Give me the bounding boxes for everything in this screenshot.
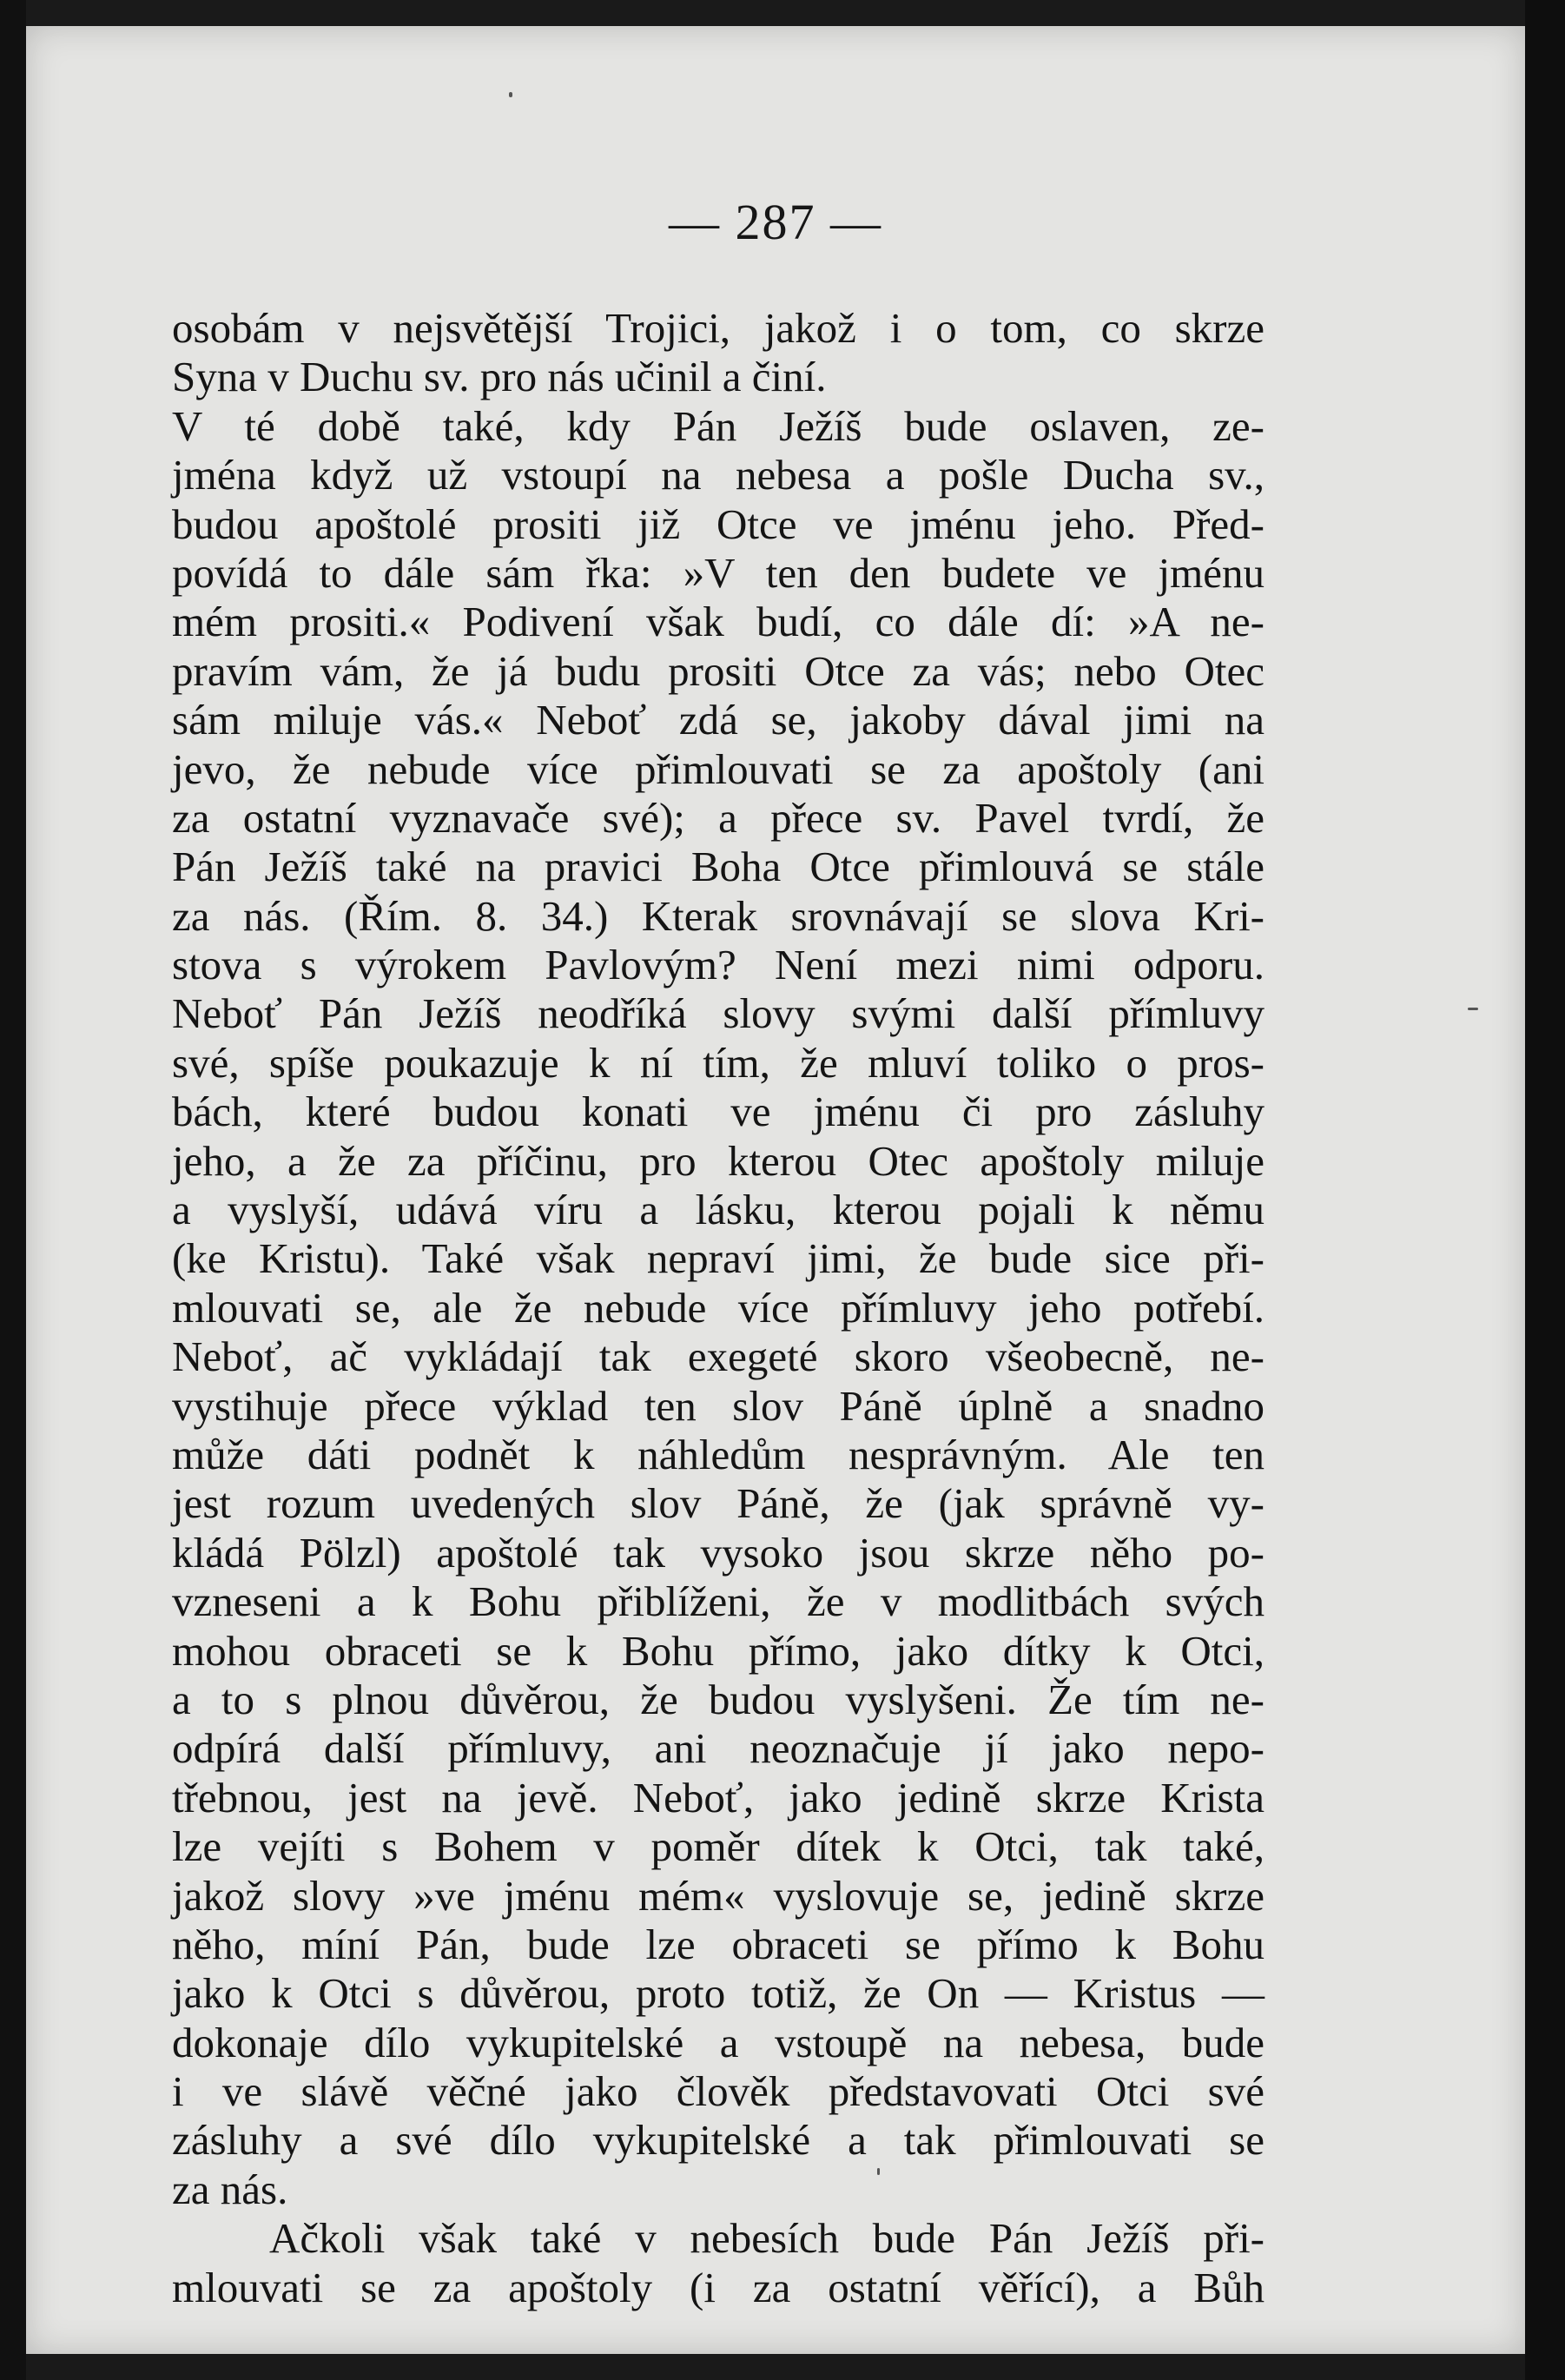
- text-line: lze vejíti s Bohem v poměr dítek k Otci, tak také,: [172, 1822, 1265, 1871]
- text-line: může dáti podnět k náhledům nesprávným. Ale ten: [172, 1430, 1265, 1478]
- text-line: dokonaje dílo vykupitelské a vstoupě na nebesa, bude: [172, 2018, 1265, 2066]
- text-line: Neboť Pán Ježíš neodříká slovy svými další přímluvy: [172, 989, 1265, 1038]
- book-page: [26, 26, 1525, 2354]
- text-line: vystihuje přece výklad ten slov Páně úplně a snadno: [172, 1381, 1265, 1430]
- text-line: pravím vám, že já budu prositi Otce za vás; nebo Otec: [172, 646, 1265, 695]
- dust-speck: [509, 92, 512, 97]
- scan-left-border: [0, 0, 26, 2380]
- text-line: třebnou, jest na jevě. Neboť, jako jedině skrze Krista: [172, 1773, 1265, 1821]
- text-line: Neboť, ač vykládají tak exegeté skoro všeobecně, ne-: [172, 1332, 1265, 1381]
- text-line: V té době také, kdy Pán Ježíš bude oslaven, ze-: [172, 401, 1265, 450]
- text-line: a vyslyší, udává víru a lásku, kterou pojali k němu: [172, 1186, 1265, 1234]
- body-text: [172, 304, 1265, 2312]
- text-line: mohou obraceti se k Bohu přímo, jako dítky k Otci,: [172, 1626, 1265, 1675]
- text-line: Ačkoli však také v nebesích bude Pán Ježíš při-: [269, 2214, 1265, 2263]
- text-line: odpírá další přímluvy, ani neoznačuje jí jako nepo-: [172, 1724, 1265, 1773]
- text-line: budou apoštolé prositi již Otce ve jménu jeho. Před-: [172, 499, 1265, 548]
- text-line: i ve slávě věčné jako člověk představovati Otci své: [172, 2067, 1265, 2116]
- text-line: za nás. (Řím. 8. 34.) Kterak srovnávají se slova Kri-: [172, 891, 1265, 940]
- text-line: zásluhy a své dílo vykupitelské a tak přimlouvati se: [172, 2116, 1265, 2165]
- dust-speck: [1468, 1008, 1478, 1010]
- text-line: kládá Pölzl) apoštolé tak vysoko jsou skrze něho po-: [172, 1528, 1265, 1577]
- text-line: za ostatní vyznavače své); a přece sv. Pavel tvrdí, že: [172, 793, 1265, 842]
- text-line: jest rozum uvedených slov Páně, že (jak správně vy-: [172, 1479, 1265, 1528]
- text-line: jeho, a že za příčinu, pro kterou Otec apoštoly miluje: [172, 1136, 1265, 1185]
- text-line: mlouvati se za apoštoly (i za ostatní věřící), a Bůh: [172, 2263, 1265, 2311]
- text-line: osobám v nejsvětější Trojici, jakož i o tom, co skrze: [172, 304, 1265, 352]
- page-number: — 287 —: [669, 194, 882, 250]
- text-line: (ke Kristu). Také však nepraví jimi, že bude sice při-: [172, 1234, 1265, 1283]
- text-line: povídá to dále sám řka: »V ten den budete ve jménu: [172, 548, 1265, 597]
- text-line: jména když už vstoupí na nebesa a pošle Ducha sv.,: [172, 451, 1265, 499]
- dust-speck: [877, 2168, 880, 2175]
- text-line: Pán Ježíš také na pravici Boha Otce přimlouvá se stále: [172, 843, 1265, 891]
- text-line: něho, míní Pán, bude lze obraceti se přímo k Bohu: [172, 1920, 1265, 1968]
- text-line: za nás.: [172, 2165, 288, 2213]
- text-line: a to s plnou důvěrou, že budou vyslyšeni. Že tím ne-: [172, 1675, 1265, 1723]
- text-line: jevo, že nebude více přimlouvati se za apoštoly (ani: [172, 744, 1265, 793]
- text-line: jakož slovy »ve jménu mém« vyslovuje se, jedině skrze: [172, 1871, 1265, 1920]
- text-line: vzneseni a k Bohu přiblíženi, že v modlitbách svých: [172, 1577, 1265, 1626]
- text-line: stova s výrokem Pavlovým? Není mezi nimi odporu.: [172, 941, 1265, 989]
- scan-right-border: [1525, 0, 1565, 2380]
- text-line: jako k Otci s důvěrou, proto totiž, že On — Kristus —: [172, 1969, 1265, 2018]
- text-line: Syna v Duchu sv. pro nás učinil a činí.: [172, 353, 827, 401]
- text-line: mém prositi.« Podivení však budí, co dále dí: »A ne-: [172, 598, 1265, 646]
- text-line: sám miluje vás.« Neboť zdá se, jakoby dával jimi na: [172, 696, 1265, 744]
- text-line: své, spíše poukazuje k ní tím, že mluví toliko o pros-: [172, 1038, 1265, 1087]
- text-line: bách, které budou konati ve jménu či pro zásluhy: [172, 1088, 1265, 1136]
- text-line: mlouvati se, ale že nebude více přímluvy jeho potřebí.: [172, 1283, 1265, 1332]
